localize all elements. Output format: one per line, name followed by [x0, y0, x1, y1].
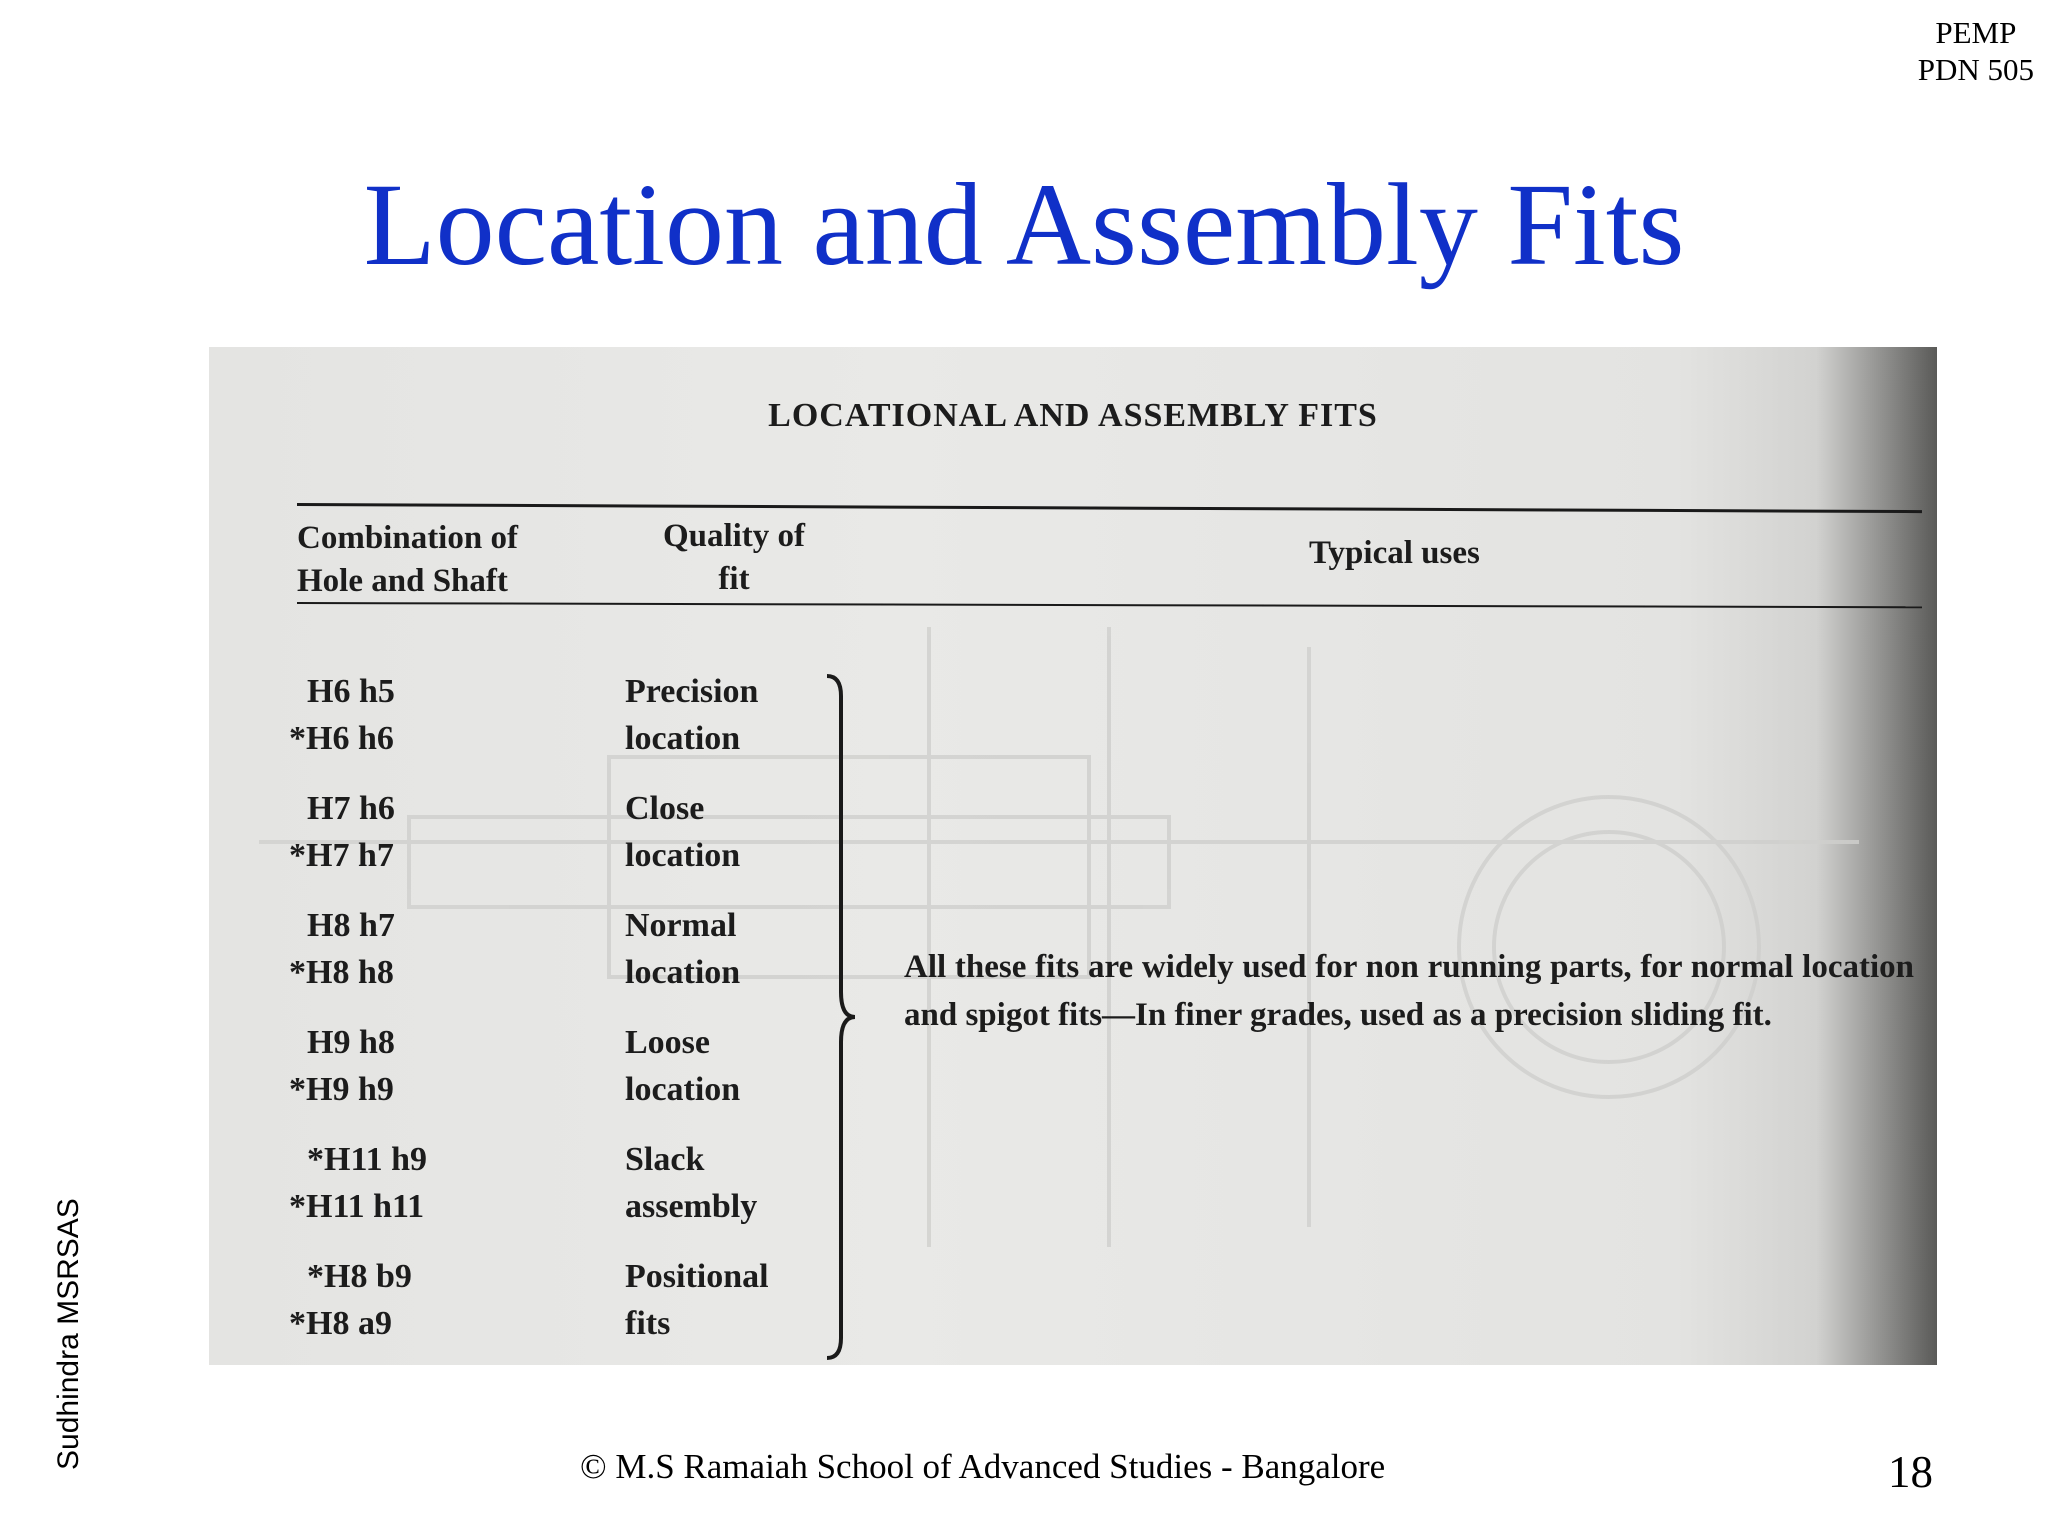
grouping-brace [819, 672, 859, 1362]
quality-cell [625, 1254, 835, 1348]
footer-copyright: © M.S Ramaiah School of Advanced Studies - Bangalore [580, 1447, 1386, 1486]
combination-primary: H8 h7 [307, 907, 395, 944]
quality-line2: assembly [625, 1187, 758, 1225]
combination-primary: H6 h5 [307, 673, 395, 710]
combination-primary: H7 h6 [307, 790, 395, 827]
course-code [1918, 14, 2034, 88]
combination-primary: *H8 b9 [307, 1258, 412, 1295]
combination-cell [289, 1137, 509, 1231]
quality-line1: Normal [625, 907, 737, 944]
quality-cell [625, 786, 835, 880]
quality-line1: Slack [625, 1141, 705, 1178]
quality-line2: location [625, 953, 741, 991]
slide-title: Location and Assembly Fits [363, 159, 1685, 290]
quality-line2: location [625, 719, 741, 757]
combination-cell [289, 669, 509, 763]
quality-line2: location [625, 1070, 741, 1108]
combination-cell [289, 1254, 509, 1348]
quality-line1: Precision [625, 673, 759, 710]
combination-cell [289, 903, 509, 997]
combination-alternate: *H11 h11 [289, 1187, 425, 1225]
quality-cell [625, 903, 835, 997]
combination-alternate: *H8 a9 [289, 1304, 392, 1342]
combination-cell [289, 786, 509, 880]
column-header-quality-line1: Quality of [662, 518, 806, 554]
column-header-combination [297, 517, 617, 603]
combination-alternate: *H6 h6 [289, 719, 394, 757]
course-code-line1: PEMP [1935, 15, 2017, 50]
page-number: 18 [1888, 1447, 1933, 1497]
combination-primary: *H11 h9 [307, 1141, 427, 1178]
column-header-quality [609, 515, 859, 601]
table-row [209, 669, 1069, 779]
quality-line2: fits [625, 1304, 671, 1342]
quality-line1: Loose [625, 1024, 710, 1061]
course-code-line2: PDN 505 [1917, 52, 2034, 88]
table-row [209, 1137, 1069, 1247]
quality-cell [625, 1137, 835, 1231]
column-header-quality-line2: fit [718, 560, 750, 597]
quality-line1: Close [625, 790, 705, 827]
column-header-uses: Typical uses [1309, 535, 1480, 571]
scanned-table-image [209, 347, 1937, 1365]
combination-cell [289, 1020, 509, 1114]
table-row [209, 786, 1069, 896]
column-header-combination-line1: Combination of [297, 520, 518, 556]
quality-cell [625, 1020, 835, 1114]
quality-line1: Positional [625, 1258, 769, 1295]
author-sidebar-label: Sudhindra MSRSAS [52, 1198, 85, 1470]
quality-cell [625, 669, 835, 763]
table-title: LOCATIONAL AND ASSEMBLY FITS [768, 397, 1378, 434]
quality-line2: location [625, 836, 741, 874]
typical-uses-text: All these fits are widely used for non running parts, for normal location and spigot fits—In finer grades, used as a precision sliding fit. [904, 949, 1914, 1033]
combination-alternate: *H7 h7 [289, 836, 394, 874]
table-row [209, 1254, 1069, 1364]
combination-alternate: *H9 h9 [289, 1070, 394, 1108]
combination-alternate: *H8 h8 [289, 953, 394, 991]
combination-primary: H9 h8 [307, 1024, 395, 1061]
column-header-combination-line2: Hole and Shaft [297, 562, 508, 599]
